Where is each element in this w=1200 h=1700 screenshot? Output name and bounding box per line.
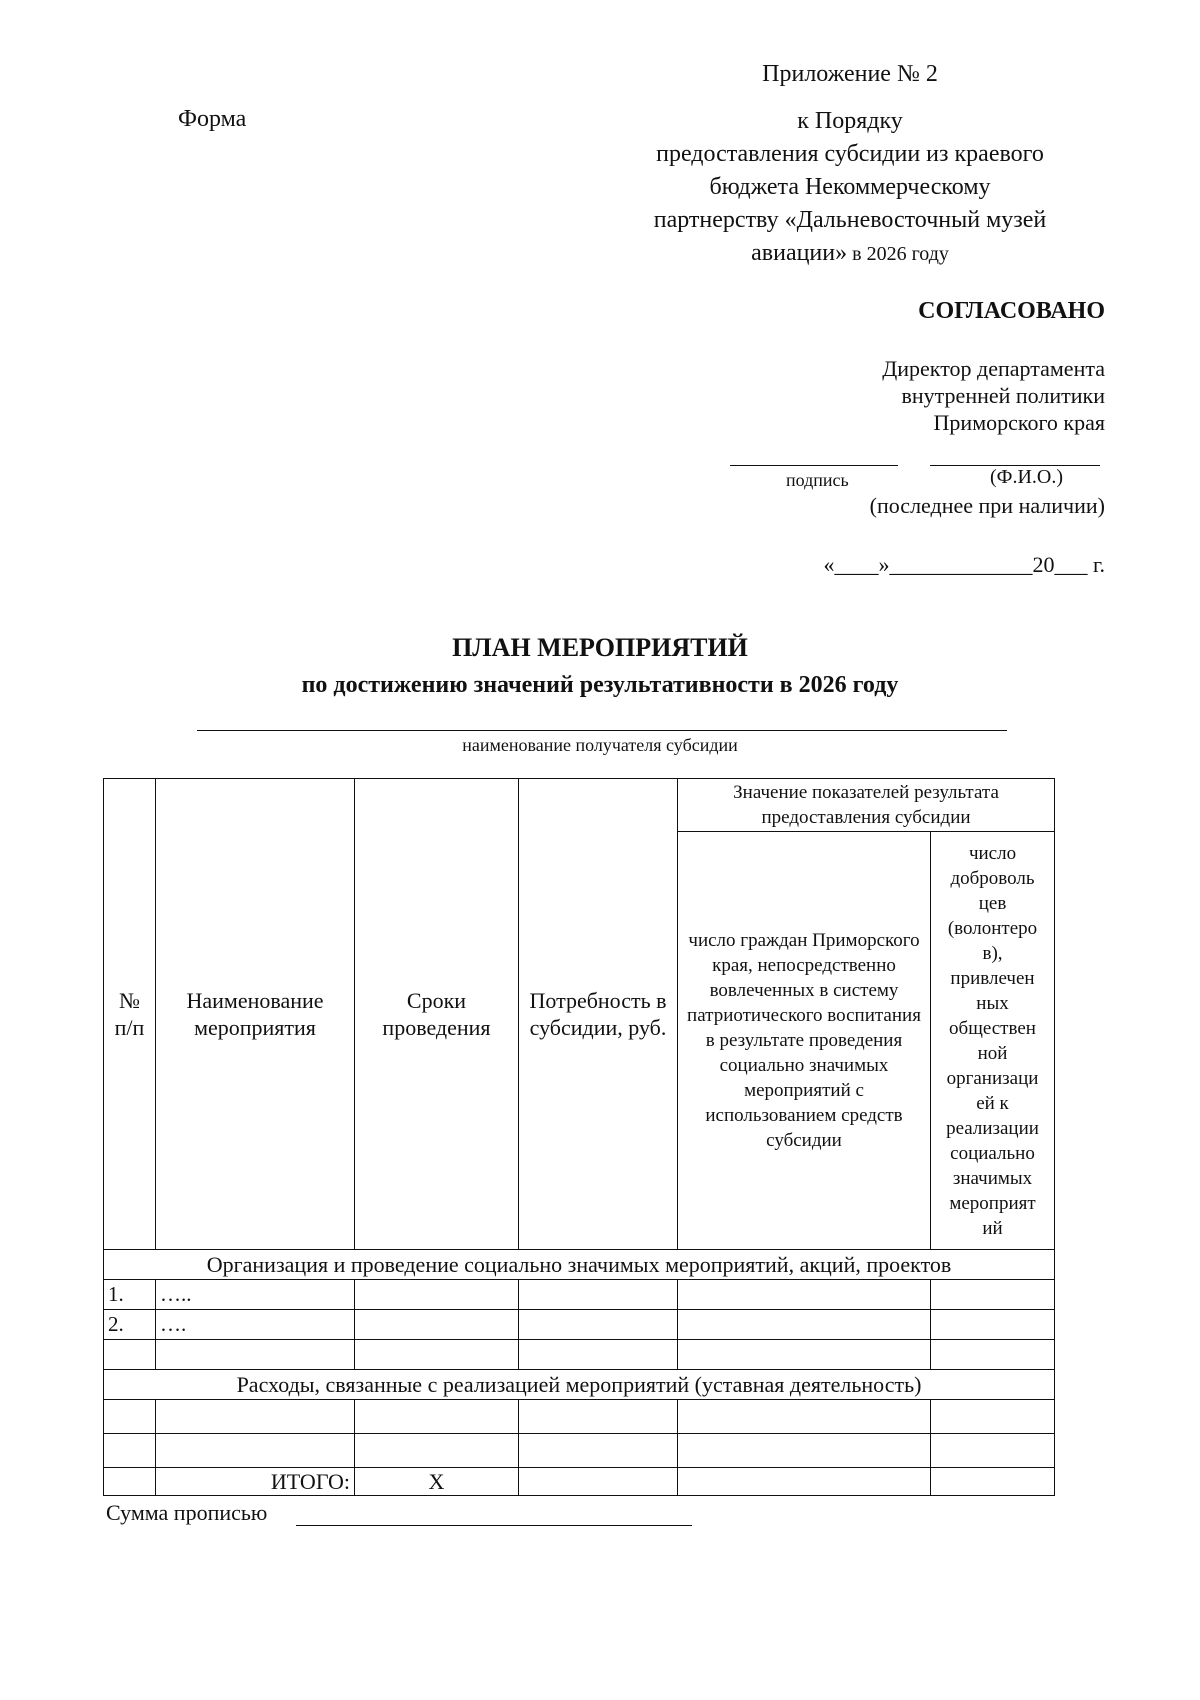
total-mark: Х: [355, 1468, 519, 1496]
row-citizens: [678, 1434, 931, 1468]
row-name: …..: [156, 1280, 355, 1310]
recipient-caption: наименование получателя субсидии: [462, 735, 738, 755]
recipient-line: [197, 730, 1007, 731]
row-name: [156, 1400, 355, 1434]
plan-table: [103, 778, 1055, 1496]
volunteers-line: ной: [977, 1042, 1008, 1064]
header-number: № п/п: [104, 779, 156, 1250]
total-need: [519, 1468, 678, 1496]
volunteers-line: число: [968, 842, 1017, 864]
header-name: Наименование мероприятия: [156, 779, 355, 1250]
row-number: [104, 1400, 156, 1434]
row-dates: [355, 1434, 519, 1468]
row-dates: [355, 1310, 519, 1340]
volunteers-line: социально: [950, 1142, 1035, 1164]
volunteers-line: привлечен: [950, 967, 1035, 989]
order-line-4: партнерству «Дальневосточный музей: [653, 207, 1047, 233]
row-volunteers: [931, 1280, 1055, 1310]
section-events: Организация и проведение социально значимых мероприятий, акций, проектов: [104, 1250, 1055, 1280]
table-row: [104, 1340, 1055, 1370]
position-line-2: внутренней политики: [901, 383, 1105, 408]
row-number: 2.: [104, 1310, 156, 1340]
fio-caption: (Ф.И.О.): [990, 466, 1064, 488]
volunteers-line: значимых: [952, 1167, 1033, 1189]
table-row: [104, 1434, 1055, 1468]
order-line-5-tail: в 2026 году: [847, 243, 949, 265]
volunteers-line: (волонтеро: [947, 917, 1038, 939]
fio-note: (последнее при наличии): [869, 493, 1105, 518]
row-dates: [355, 1400, 519, 1434]
date-line: «____»_____________20___ г.: [823, 552, 1105, 577]
row-number: 1.: [104, 1280, 156, 1310]
volunteers-line: ий: [982, 1217, 1003, 1239]
director-position: [882, 355, 1105, 436]
section-expenses: Расходы, связанные с реализацией мероприятий (уставная деятельность): [104, 1370, 1055, 1400]
row-citizens: [678, 1280, 931, 1310]
row-volunteers: [931, 1340, 1055, 1370]
sum-in-words-label: Сумма прописью: [106, 1500, 268, 1525]
row-citizens: [678, 1310, 931, 1340]
row-need: [519, 1280, 678, 1310]
row-name: [156, 1340, 355, 1370]
position-line-1: Директор департамента: [882, 356, 1105, 381]
order-line-5: [590, 237, 1110, 271]
header-volunteers: [931, 832, 1055, 1250]
form-label: Форма: [178, 106, 247, 132]
total-row: [104, 1468, 1055, 1496]
volunteers-line: в),: [982, 942, 1003, 964]
order-line-2: предоставления субсидии из краевого: [656, 141, 1044, 167]
table-row: [104, 1310, 1055, 1340]
row-need: [519, 1400, 678, 1434]
header-need: Потребность в субсидии, руб.: [519, 779, 678, 1250]
row-number: [104, 1340, 156, 1370]
row-need: [519, 1310, 678, 1340]
document-subtitle: по достижению значений результативности в 2026 году: [301, 672, 899, 698]
row-citizens: [678, 1340, 931, 1370]
volunteers-line: ных: [976, 992, 1009, 1014]
signature-caption: подпись: [786, 470, 849, 490]
volunteers-line: цев: [978, 892, 1007, 914]
row-dates: [355, 1280, 519, 1310]
header-indicators-group: Значение показателей результата предоставления субсидии: [678, 779, 1055, 832]
appendix-title: Приложение № 2: [762, 61, 938, 87]
volunteers-line: доброволь: [950, 867, 1035, 889]
row-dates: [355, 1340, 519, 1370]
volunteers-line: реализации: [946, 1117, 1039, 1139]
appendix-block: [590, 58, 1110, 271]
row-volunteers: [931, 1310, 1055, 1340]
agreed-label: СОГЛАСОВАНО: [918, 298, 1105, 324]
row-need: [519, 1434, 678, 1468]
row-citizens: [678, 1400, 931, 1434]
order-line-3: бюджета Некоммерческому: [709, 174, 991, 200]
row-name: [156, 1434, 355, 1468]
table-row: [104, 1280, 1055, 1310]
document-title: ПЛАН МЕРОПРИЯТИЙ: [452, 633, 748, 662]
total-volunteers: [931, 1468, 1055, 1496]
row-volunteers: [931, 1434, 1055, 1468]
signature-line: [730, 465, 898, 466]
total-citizens: [678, 1468, 931, 1496]
volunteers-line: ей к: [976, 1092, 1009, 1114]
order-line-5-main: авиации»: [751, 240, 848, 266]
total-number: [104, 1468, 156, 1496]
row-name: ….: [156, 1310, 355, 1340]
table-row: [104, 1400, 1055, 1434]
volunteers-line: организаци: [946, 1067, 1039, 1089]
row-number: [104, 1434, 156, 1468]
volunteers-line: обществен: [949, 1017, 1036, 1039]
row-need: [519, 1340, 678, 1370]
total-label: ИТОГО:: [156, 1468, 355, 1496]
position-line-3: Приморского края: [933, 410, 1105, 435]
order-line-1: к Порядку: [797, 108, 903, 134]
row-volunteers: [931, 1400, 1055, 1434]
header-citizens: число граждан Приморского края, непосредственно вовлеченных в систему патриотического воспитания в результате проведения социально значимых мероприятий с использованием средств субсидии: [678, 832, 931, 1250]
header-dates: Сроки проведения: [355, 779, 519, 1250]
volunteers-line: мероприят: [949, 1192, 1036, 1214]
sum-in-words-line: [296, 1525, 692, 1526]
